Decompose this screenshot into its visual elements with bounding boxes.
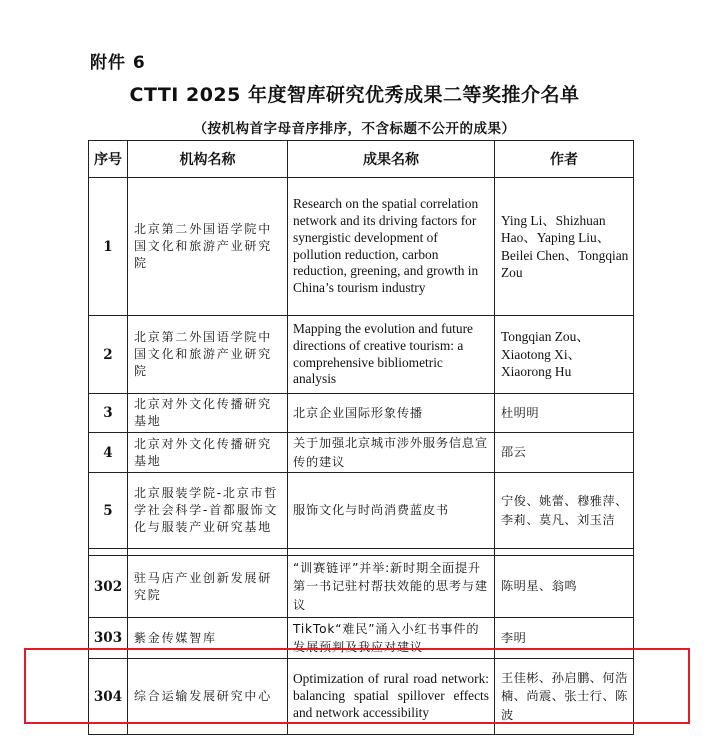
- row-result: 服饰文化与时尚消费蓝皮书: [288, 473, 495, 549]
- omitted-rows-gap: [89, 549, 634, 556]
- header-result: 成果名称: [288, 141, 495, 178]
- row-org: 紫金传媒智库: [128, 618, 288, 659]
- row-org: 北京第二外国语学院中国文化和旅游产业研究院: [128, 178, 288, 316]
- row-authors: 李明: [495, 618, 634, 659]
- table-row: [89, 316, 634, 394]
- header-seq: 序号: [89, 141, 128, 178]
- row-org: 综合运输发展研究中心: [128, 659, 288, 735]
- row-result: Research on the spatial correlation network and its driving factors for synergistic development of pollution reduction, carbon reduction, greening, and growth in China’s tourism industry: [288, 178, 495, 316]
- row-authors: 杜明明: [495, 394, 634, 433]
- row-seq: 5: [89, 473, 128, 549]
- table-row: [89, 433, 634, 473]
- header-org: 机构名称: [128, 141, 288, 178]
- header-authors: 作者: [495, 141, 634, 178]
- attachment-label: 附件 6: [90, 53, 146, 73]
- table-header-row: [89, 141, 634, 178]
- table-row: [89, 473, 634, 549]
- row-authors: 宁俊、姚蕾、穆雅萍、李莉、莫凡、刘玉洁: [495, 473, 634, 549]
- row-org: 北京服装学院-北京市哲学社会科学-首都服饰文化与服装产业研究基地: [128, 473, 288, 549]
- table-row: [89, 659, 634, 735]
- gap-cell: [89, 549, 128, 556]
- row-result: Optimization of rural road network: balancing spatial spillover effects and network accessibility: [288, 659, 495, 735]
- gap-cell: [288, 549, 495, 556]
- award-table: [88, 140, 634, 735]
- row-seq: 303: [89, 618, 128, 659]
- row-result: 北京企业国际形象传播: [288, 394, 495, 433]
- row-seq: 2: [89, 316, 128, 394]
- row-org: 北京第二外国语学院中国文化和旅游产业研究院: [128, 316, 288, 394]
- row-result: “训赛链评”并举:新时期全面提升第一书记驻村帮扶效能的思考与建议: [288, 556, 495, 618]
- page-subtitle: （按机构首字母音序排序，不含标题不公开的成果）: [193, 121, 516, 137]
- row-seq: 1: [89, 178, 128, 316]
- row-authors: Tongqian Zou、Xiaotong Xi、Xiaorong Hu: [495, 316, 634, 394]
- row-result: Mapping the evolution and future directions of creative tourism: a comprehensive bibliometric analysis: [288, 316, 495, 394]
- table-row: [89, 178, 634, 316]
- page-title: CTTI 2025 年度智库研究优秀成果二等奖推介名单: [129, 84, 580, 106]
- table-row: [89, 556, 634, 618]
- row-authors: Ying Li、Shizhuan Hao、Yaping Liu、Beilei Chen、Tongqian Zou: [495, 178, 634, 316]
- row-seq: 3: [89, 394, 128, 433]
- table-row: [89, 394, 634, 433]
- row-authors: 邵云: [495, 433, 634, 473]
- row-authors: 陈明星、翁鸣: [495, 556, 634, 618]
- row-result: TikTok“难民”涌入小红书事件的发展预判及我应对建议: [288, 618, 495, 659]
- row-result: 关于加强北京城市涉外服务信息宣传的建议: [288, 433, 495, 473]
- row-seq: 4: [89, 433, 128, 473]
- row-org: 北京对外文化传播研究基地: [128, 394, 288, 433]
- gap-cell: [495, 549, 634, 556]
- row-authors: 王佳彬、孙启鹏、何浩楠、尚震、张士行、陈波: [495, 659, 634, 735]
- row-org: 北京对外文化传播研究基地: [128, 433, 288, 473]
- row-seq: 304: [89, 659, 128, 735]
- row-seq: 302: [89, 556, 128, 618]
- gap-cell: [128, 549, 288, 556]
- row-org: 驻马店产业创新发展研究院: [128, 556, 288, 618]
- table-row: [89, 618, 634, 659]
